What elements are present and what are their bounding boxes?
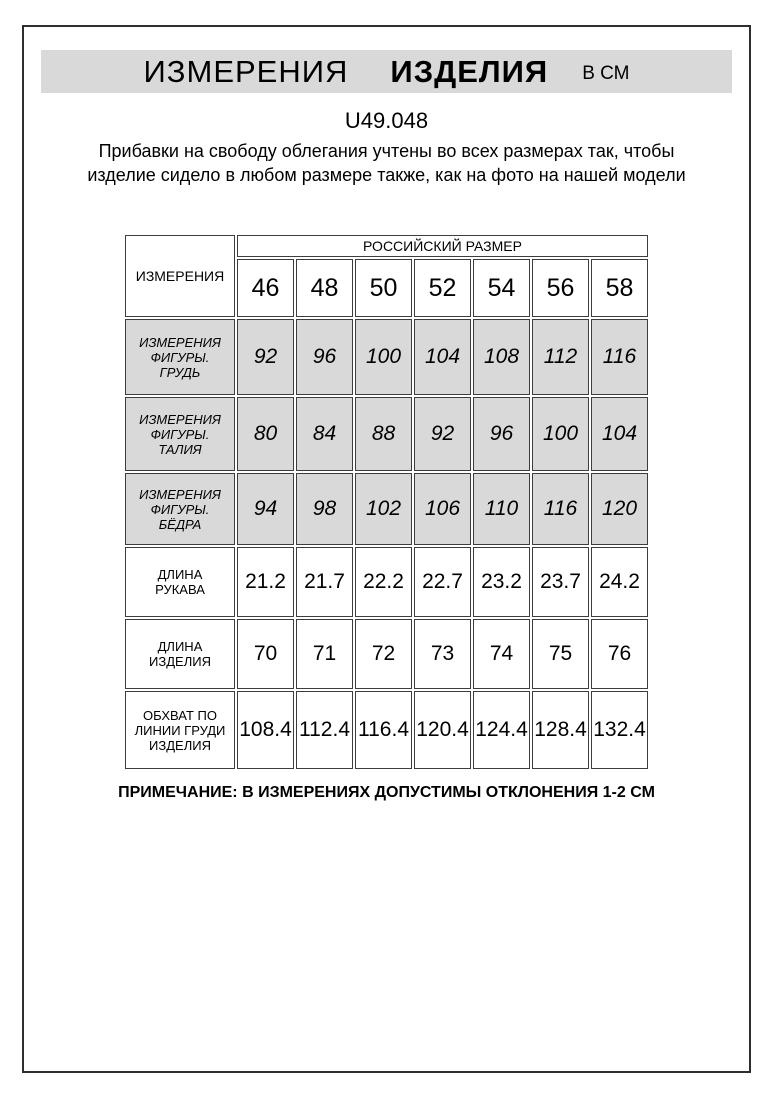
measurements-corner-label: ИЗМЕРЕНИЯ (125, 235, 235, 317)
tolerance-note: ПРИМЕЧАНИЕ: В ИЗМЕРЕНИЯХ ДОПУСТИМЫ ОТКЛОНЕНИЯ 1-2 СМ (118, 784, 655, 801)
measurement-value: 96 (473, 397, 530, 471)
measurement-value: 112 (532, 319, 589, 395)
size-column-header: 54 (473, 259, 530, 317)
table-row-figure-waist (125, 397, 648, 471)
row-label: ОБХВАТ ПО ЛИНИИ ГРУДИ ИЗДЕЛИЯ (125, 691, 235, 769)
measurement-value: 108.4 (237, 691, 294, 769)
row-label: ИЗМЕРЕНИЯ ФИГУРЫ. ТАЛИЯ (125, 397, 235, 471)
size-column-header: 56 (532, 259, 589, 317)
measurement-value: 22.2 (355, 547, 412, 617)
measurement-value: 120 (591, 473, 648, 545)
measurement-value: 132.4 (591, 691, 648, 769)
measurement-value: 24.2 (591, 547, 648, 617)
size-column-header: 50 (355, 259, 412, 317)
measurement-value: 124.4 (473, 691, 530, 769)
measurement-value: 96 (296, 319, 353, 395)
measurement-value: 104 (414, 319, 471, 395)
measurement-value: 70 (237, 619, 294, 689)
title-band (41, 50, 732, 93)
size-column-header: 46 (237, 259, 294, 317)
table-row-chest-girth (125, 691, 648, 769)
page-title-bold: ИЗДЕЛИЯ (390, 53, 549, 89)
size-column-header: 52 (414, 259, 471, 317)
fit-description: Прибавки на свободу облегания учтены во всех размерах так, чтобы изделие сидело в любом размере также, как на фото на нашей модели (87, 141, 686, 185)
measurement-value: 22.7 (414, 547, 471, 617)
measurement-value: 92 (414, 397, 471, 471)
russian-size-group-header: РОССИЙСКИЙ РАЗМЕР (237, 235, 648, 257)
measurement-value: 73 (414, 619, 471, 689)
measurement-value: 72 (355, 619, 412, 689)
measurement-value: 100 (532, 397, 589, 471)
measurement-value: 116 (591, 319, 648, 395)
table-row-sleeve-length (125, 547, 648, 617)
row-label: ИЗМЕРЕНИЯ ФИГУРЫ. БЁДРА (125, 473, 235, 545)
measurement-value: 98 (296, 473, 353, 545)
measurement-value: 100 (355, 319, 412, 395)
measurement-value: 84 (296, 397, 353, 471)
measurement-value: 110 (473, 473, 530, 545)
measurement-value: 92 (237, 319, 294, 395)
measurement-value: 75 (532, 619, 589, 689)
size-column-header: 48 (296, 259, 353, 317)
measurement-value: 116.4 (355, 691, 412, 769)
measurement-value: 23.7 (532, 547, 589, 617)
measurement-value: 102 (355, 473, 412, 545)
table-header-row-group (125, 235, 648, 257)
measurement-value: 116 (532, 473, 589, 545)
measurement-value: 128.4 (532, 691, 589, 769)
measurement-value: 76 (591, 619, 648, 689)
row-label: ДЛИНА РУКАВА (125, 547, 235, 617)
table-row-figure-chest (125, 319, 648, 395)
measurement-value: 94 (237, 473, 294, 545)
product-code: U49.048 (344, 108, 429, 133)
measurement-value: 112.4 (296, 691, 353, 769)
measurement-value: 108 (473, 319, 530, 395)
measurement-value: 106 (414, 473, 471, 545)
measurement-value: 74 (473, 619, 530, 689)
row-label: ИЗМЕРЕНИЯ ФИГУРЫ. ГРУДЬ (125, 319, 235, 395)
measurement-value: 104 (591, 397, 648, 471)
table-row-figure-hips (125, 473, 648, 545)
measurement-value: 120.4 (414, 691, 471, 769)
size-column-header: 58 (591, 259, 648, 317)
page-frame (22, 25, 751, 1073)
measurement-value: 71 (296, 619, 353, 689)
measurement-value: 21.2 (237, 547, 294, 617)
measurement-value: 80 (237, 397, 294, 471)
measurement-value: 21.7 (296, 547, 353, 617)
table-row-item-length (125, 619, 648, 689)
size-table (123, 233, 650, 771)
measurement-value: 23.2 (473, 547, 530, 617)
row-label: ДЛИНА ИЗДЕЛИЯ (125, 619, 235, 689)
page-title-unit: В СМ (582, 62, 630, 84)
page-title-main: ИЗМЕРЕНИЯ (143, 53, 349, 89)
measurement-value: 88 (355, 397, 412, 471)
